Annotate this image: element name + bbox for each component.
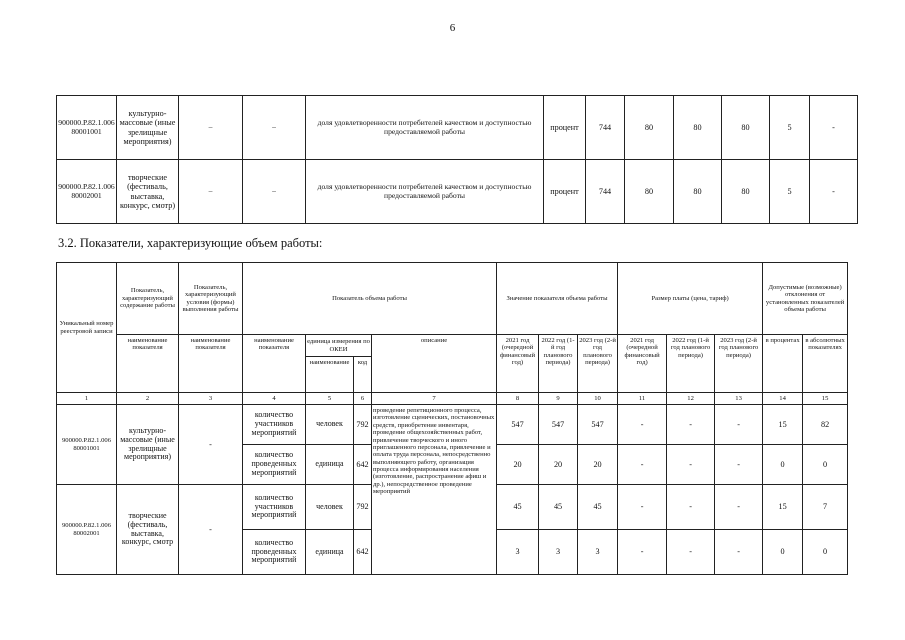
indicator-name: количество проведенных мероприятий	[243, 445, 306, 485]
header-value-2023: 2023 год (2-й год планового периода)	[578, 335, 618, 393]
header-deviation-group: Допустимые (возможные) отклонения от установленных показателей объема работы	[763, 263, 848, 335]
volume-indicators-table	[56, 262, 848, 575]
deviation-percent: 0	[763, 530, 803, 575]
header-unique-number: Уникальный номер реестровой записи	[57, 263, 117, 393]
column-number: 6	[354, 393, 372, 405]
deviation-percent: 5	[770, 160, 810, 224]
fee-2022: -	[667, 405, 715, 445]
work-content: культурно-массовые (иные зрелищные мероприятия)	[117, 96, 179, 160]
column-number: 12	[667, 393, 715, 405]
value-2022: 80	[674, 160, 722, 224]
value-2023: 547	[578, 405, 618, 445]
value-2023: 80	[722, 96, 770, 160]
condition-value: –	[243, 160, 306, 224]
header-condition-name: наименование показателя	[179, 335, 243, 393]
column-number: 3	[179, 393, 243, 405]
work-content: творческие (фестиваль, выставка, конкурс, смотр)	[117, 160, 179, 224]
value-2021: 80	[625, 160, 674, 224]
value-2021: 547	[497, 405, 539, 445]
header-fee-2022: 2022 год (1-й год планового периода)	[667, 335, 715, 393]
header-row	[57, 263, 848, 335]
okei-code: 792	[354, 405, 372, 445]
header-value-2022: 2022 год (1-й год планового периода)	[539, 335, 578, 393]
table-row	[57, 160, 858, 224]
deviation-percent: 15	[763, 405, 803, 445]
deviation-percent: 0	[763, 445, 803, 485]
value-2022: 45	[539, 485, 578, 530]
okei-code: 744	[586, 160, 625, 224]
column-number: 5	[306, 393, 354, 405]
header-row	[57, 335, 848, 357]
header-content-group: Показатель, характеризующий содержание работы	[117, 263, 179, 335]
column-number: 15	[803, 393, 848, 405]
column-number: 9	[539, 393, 578, 405]
okei-code: 744	[586, 96, 625, 160]
fee-2023: -	[715, 445, 763, 485]
condition-value: –	[179, 160, 243, 224]
header-volume-name: наименование показателя	[243, 335, 306, 393]
unit-name: человек	[306, 405, 354, 445]
value-2022: 80	[674, 96, 722, 160]
header-deviation-percent: в процентах	[763, 335, 803, 393]
fee-2022: -	[667, 530, 715, 575]
fee-2021: -	[618, 530, 667, 575]
column-number: 13	[715, 393, 763, 405]
column-number-row	[57, 393, 848, 405]
value-2022: 3	[539, 530, 578, 575]
column-number: 14	[763, 393, 803, 405]
deviation-percent: 15	[763, 485, 803, 530]
indicator-name: количество участников мероприятий	[243, 405, 306, 445]
unit-name: процент	[544, 160, 586, 224]
condition-value: –	[243, 96, 306, 160]
header-fee-2023: 2023 год (2-й год планового периода)	[715, 335, 763, 393]
registry-code: 900000.Р.82.1.006 80002001	[57, 160, 117, 224]
quality-indicators-table	[56, 95, 858, 224]
page-number: 6	[449, 22, 456, 34]
work-content: творческие (фестиваль, выставка, конкурс, смотр	[117, 485, 179, 575]
header-unit-code: код	[354, 357, 372, 393]
condition-value: –	[179, 96, 243, 160]
table-row	[57, 96, 858, 160]
deviation-absolute: 82	[803, 405, 848, 445]
value-2021: 80	[625, 96, 674, 160]
unit-name: единица	[306, 445, 354, 485]
table-row	[57, 405, 848, 445]
unit-name: человек	[306, 485, 354, 530]
indicator-name: количество проведенных мероприятий	[243, 530, 306, 575]
okei-code: 642	[354, 445, 372, 485]
condition-value: -	[179, 485, 243, 575]
column-number: 7	[372, 393, 497, 405]
condition-value: -	[179, 405, 243, 485]
column-number: 10	[578, 393, 618, 405]
header-deviation-absolute: в абсолютных показателях	[803, 335, 848, 393]
okei-code: 792	[354, 485, 372, 530]
header-unit-group: единица измерения по ОКЕИ	[306, 335, 372, 357]
indicator-name: доля удовлетворенности потребителей качеством и доступностью предоставляемой работы	[306, 160, 544, 224]
value-2023: 80	[722, 160, 770, 224]
header-volume-group: Показатель объема работы	[243, 263, 497, 335]
work-content: культурно-массовые (иные зрелищные мероприятия)	[117, 405, 179, 485]
deviation-absolute: -	[810, 160, 858, 224]
value-2023: 45	[578, 485, 618, 530]
registry-code: 900000.Р.82.1.006 80002001	[57, 485, 117, 575]
work-description: проведение репетиционного процесса, изготовление сценических, постановочных средств, приобретение инвентаря, проведение общехозяйственных работ, привлечение творческого и иного приглашенного персонала, привлечение и оплата труда персонала, непосредственно выполняющего работу, организация процесса информирования населения (изготовление, распространение афиш и др.), непосредственное проведение мероприятий	[372, 405, 497, 575]
deviation-percent: 5	[770, 96, 810, 160]
header-value-group: Значение показателя объема работы	[497, 263, 618, 335]
okei-code: 642	[354, 530, 372, 575]
fee-2022: -	[667, 485, 715, 530]
unit-name: процент	[544, 96, 586, 160]
fee-2021: -	[618, 445, 667, 485]
fee-2023: -	[715, 530, 763, 575]
deviation-absolute: 0	[803, 445, 848, 485]
value-2021: 3	[497, 530, 539, 575]
column-number: 2	[117, 393, 179, 405]
indicator-name: доля удовлетворенности потребителей качеством и доступностью предоставляемой работы	[306, 96, 544, 160]
header-description: описание	[372, 335, 497, 393]
fee-2021: -	[618, 405, 667, 445]
header-unit-name: наименование	[306, 357, 354, 393]
header-content-name: наименование показателя	[117, 335, 179, 393]
column-number: 4	[243, 393, 306, 405]
indicator-name: количество участников мероприятий	[243, 485, 306, 530]
value-2022: 20	[539, 445, 578, 485]
unit-name: единица	[306, 530, 354, 575]
header-value-2021: 2021 год (очередной финансовый год)	[497, 335, 539, 393]
value-2023: 3	[578, 530, 618, 575]
fee-2023: -	[715, 485, 763, 530]
value-2022: 547	[539, 405, 578, 445]
column-number: 8	[497, 393, 539, 405]
value-2021: 45	[497, 485, 539, 530]
value-2021: 20	[497, 445, 539, 485]
registry-code: 900000.Р.82.1.006 80001001	[57, 96, 117, 160]
fee-2023: -	[715, 405, 763, 445]
deviation-absolute: -	[810, 96, 858, 160]
column-number: 11	[618, 393, 667, 405]
fee-2021: -	[618, 485, 667, 530]
header-condition-group: Показатель, характеризующий условия (формы) выполнения работы	[179, 263, 243, 335]
header-fee-group: Размер платы (цена, тариф)	[618, 263, 763, 335]
deviation-absolute: 0	[803, 530, 848, 575]
header-fee-2021: 2021 год (очередной финансовый год)	[618, 335, 667, 393]
section-title: 3.2. Показатели, характеризующие объем работы:	[58, 236, 323, 250]
column-number: 1	[57, 393, 117, 405]
registry-code: 900000.Р.82.1.006 80001001	[57, 405, 117, 485]
fee-2022: -	[667, 445, 715, 485]
value-2023: 20	[578, 445, 618, 485]
deviation-absolute: 7	[803, 485, 848, 530]
